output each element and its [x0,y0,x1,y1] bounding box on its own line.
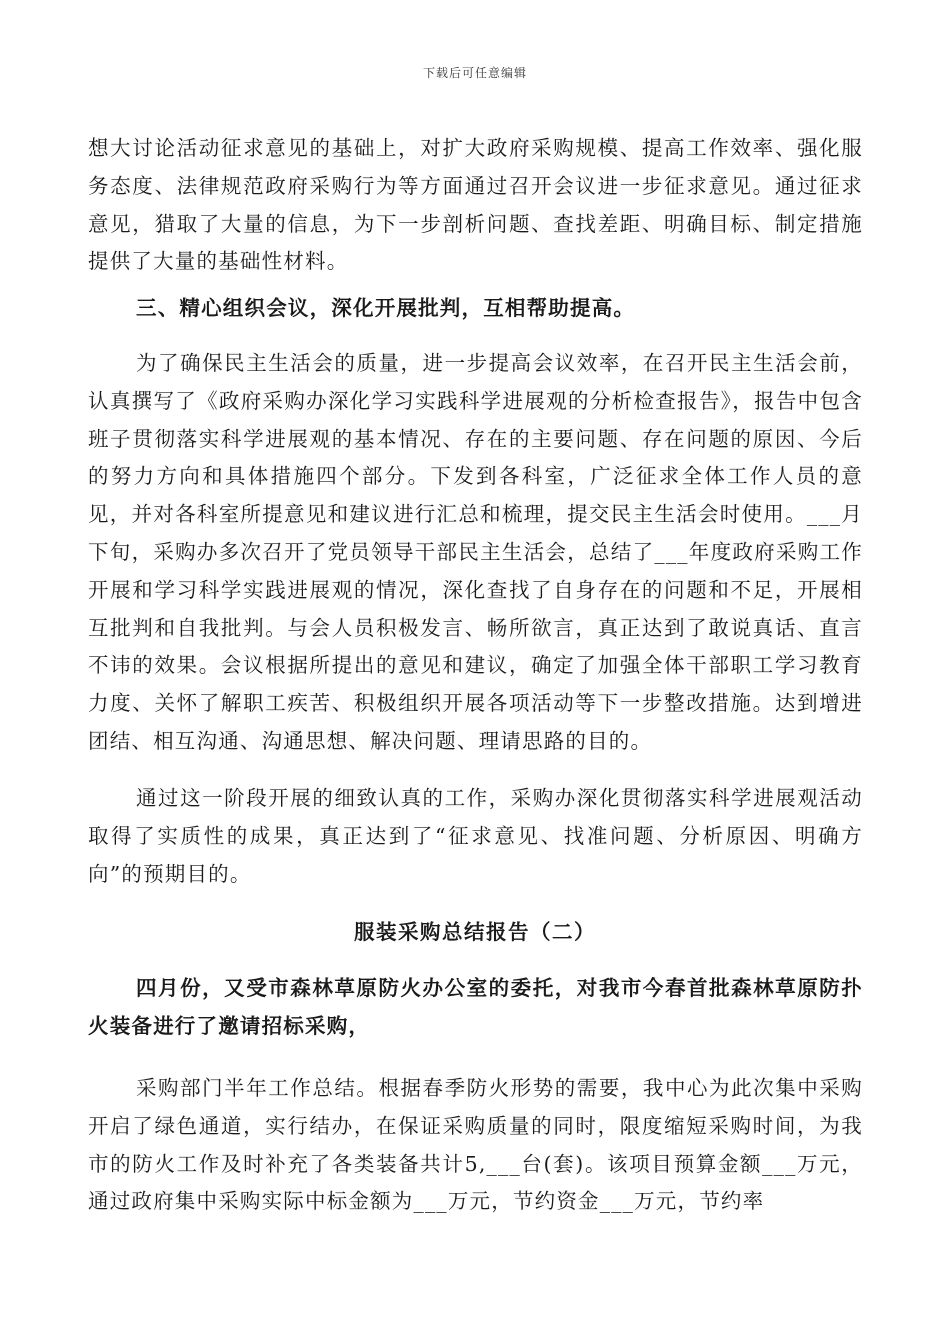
paragraph-meeting: 为了确保民主生活会的质量，进一步提高会议效率，在召开民主生活会前，认真撰写了《政府采购办深化学习实践科学进展观的分析检查报告》，报告中包含班子贯彻落实科学进展观的基本情况、存在的主要问题、存在问题的原因、今后的努力方向和具体措施四个部分。下发到各科室，广泛征求全体工作人员的意见，并对各科室所提意见和建议进行汇总和梳理，提交民主生活会时使用。___月下旬，采购办多次召开了党员领导干部民主生活会，总结了___年度政府采购工作开展和学习科学实践进展观的情况，深化查找了自身存在的问题和不足，开展相互批判和自我批判。与会人员积极发言、畅所欲言，真正达到了敢说真话、直言不讳的效果。会议根据所提出的意见和建议，确定了加强全体干部职工学习教育力度、关怀了解职工疾苦、积极组织开展各项活动等下一步整改措施。达到增进团结、相互沟通、沟通思想、解决问题、理请思路的目的。 [88,351,863,753]
paragraph-continuation: 想大讨论活动征求意见的基础上，对扩大政府采购规模、提高工作效率、强化服务态度、法律规范政府采购行为等方面通过召开会议进一步征求意见。通过征求意见，猎取了大量的信息，为下一步剖析问题、查找差距、明确目标、制定措施提供了大量的基础性材料。 [88,136,863,274]
bold-intro-paragraph: 四月份，又受市森林草原防火办公室的委托，对我市今春首批森林草原防扑火装备进行了邀请招标采购， [88,976,863,1038]
paragraph-summary: 采购部门半年工作总结。根据春季防火形势的需要，我中心为此次集中采购开启了绿色通道，实行结办，在保证采购质量的同时，限度缩短采购时间，为我市的防火工作及时补充了各类装备共计5,___台(套)。该项目预算金额___万元，通过政府集中采购实际中标金额为___万元，节约资金___万元，节约率 [88,1076,863,1214]
report-title: 服装采购总结报告（二） [354,920,596,944]
page-header-note: 下载后可任意编辑 [422,66,527,80]
paragraph-result: 通过这一阶段开展的细致认真的工作，采购办深化贯彻落实科学进展观活动取得了实质性的成果，真正达到了“征求意见、找准问题、分析原因、明确方向”的预期目的。 [88,786,863,886]
section-heading-three: 三、精心组织会议，深化开展批判，互相帮助提高。 [136,296,636,320]
